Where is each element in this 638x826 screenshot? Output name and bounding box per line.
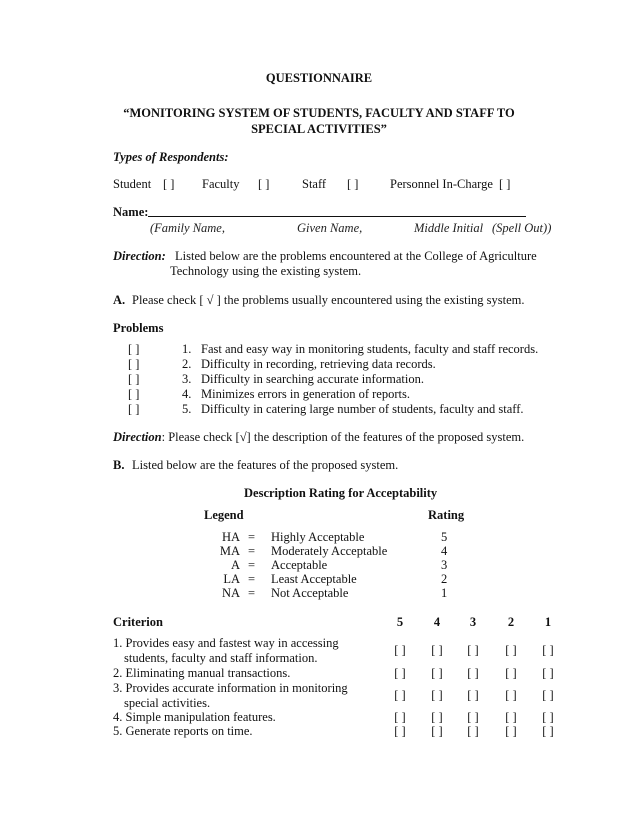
problem-text: Fast and easy way in monitoring students, faculty and staff records. (201, 342, 539, 356)
legend-equals: = (248, 586, 256, 600)
direction-label: Direction: (113, 249, 166, 263)
name-hint-spell: (Spell Out)) (492, 221, 552, 235)
direction2-line (113, 430, 524, 445)
criterion-heading: Criterion (113, 615, 163, 629)
respondent-student-label: Student (113, 177, 152, 191)
rating-heading: Rating (428, 508, 465, 522)
section-a-text: Please check [ √ ] the problems usually encountered using the existing system. (132, 293, 525, 307)
respondent-personnel-checkbox[interactable]: [ ] (499, 177, 511, 191)
problem-text: Difficulty in recording, retrieving data records. (201, 357, 436, 371)
rating-4-checkbox[interactable]: [ ] (431, 666, 443, 680)
legend-description: Acceptable (271, 558, 328, 572)
scale-3-header: 3 (469, 615, 477, 629)
name-hint-middle: Middle Initial (414, 221, 484, 235)
legend-rating: 2 (441, 572, 448, 586)
problem-number: 1. (182, 342, 192, 356)
rating-4-checkbox[interactable]: [ ] (431, 643, 443, 657)
section-a-label: A. (113, 293, 126, 307)
rating-2-checkbox[interactable]: [ ] (505, 666, 517, 680)
legend-rating: 3 (441, 558, 448, 572)
rating-3-checkbox[interactable]: [ ] (467, 643, 479, 657)
problems-heading: Problems (113, 321, 164, 335)
problem-number: 5. (182, 402, 192, 416)
document-title-line2: SPECIAL ACTIVITIES” (251, 122, 387, 136)
legend-equals: = (248, 558, 256, 572)
legend-equals: = (248, 572, 256, 586)
respondent-faculty-checkbox[interactable]: [ ] (258, 177, 270, 191)
rating-5-checkbox[interactable]: [ ] (394, 666, 406, 680)
section-b-text: Listed below are the features of the proposed system. (132, 458, 399, 472)
respondent-personnel-label: Personnel In-Charge (390, 177, 493, 191)
scale-4-header: 4 (433, 615, 441, 629)
rating-4-checkbox[interactable]: [ ] (431, 688, 443, 702)
legend-abbr: NA (221, 586, 240, 600)
legend-heading: Legend (204, 508, 244, 522)
criterion-text-continued: special activities. (124, 696, 211, 710)
direction-text-line1: Listed below are the problems encountered at the College of Agriculture (175, 249, 537, 263)
problem-checkbox[interactable]: [ ] (128, 372, 140, 386)
rating-4-checkbox[interactable]: [ ] (431, 724, 443, 738)
legend-description: Moderately Acceptable (271, 544, 388, 558)
criterion-text: 4. Simple manipulation features. (113, 710, 276, 724)
rating-table-title: Description Rating for Acceptability (244, 486, 438, 500)
criterion-text: 1. Provides easy and fastest way in accessing (113, 636, 339, 650)
rating-3-checkbox[interactable]: [ ] (467, 724, 479, 738)
name-label: Name: (113, 205, 149, 219)
rating-2-checkbox[interactable]: [ ] (505, 710, 517, 724)
criterion-text-continued: students, faculty and staff information. (124, 651, 318, 665)
direction-text-line2: Technology using the existing system. (170, 264, 362, 278)
rating-3-checkbox[interactable]: [ ] (467, 666, 479, 680)
rating-2-checkbox[interactable]: [ ] (505, 688, 517, 702)
legend-rating: 1 (441, 586, 448, 600)
problem-checkbox[interactable]: [ ] (128, 387, 140, 401)
problem-number: 4. (182, 387, 192, 401)
respondent-staff-checkbox[interactable]: [ ] (347, 177, 359, 191)
rating-5-checkbox[interactable]: [ ] (394, 688, 406, 702)
problem-checkbox[interactable]: [ ] (128, 342, 140, 356)
respondents-heading: Types of Respondents: (113, 150, 229, 164)
criterion-text: 2. Eliminating manual transactions. (113, 666, 291, 680)
problem-checkbox[interactable]: [ ] (128, 357, 140, 371)
respondent-staff-label: Staff (302, 177, 327, 191)
rating-1-checkbox[interactable]: [ ] (542, 688, 554, 702)
legend-rating: 4 (441, 544, 448, 558)
legend-abbr: LA (223, 572, 240, 586)
rating-1-checkbox[interactable]: [ ] (542, 724, 554, 738)
rating-1-checkbox[interactable]: [ ] (542, 710, 554, 724)
problem-text: Difficulty in searching accurate information. (201, 372, 424, 386)
rating-3-checkbox[interactable]: [ ] (467, 688, 479, 702)
criterion-text: 3. Provides accurate information in monitoring (113, 681, 348, 695)
document-title-line1: “MONITORING SYSTEM OF STUDENTS, FACULTY AND STAFF TO (123, 106, 515, 120)
questionnaire-heading: QUESTIONNAIRE (265, 71, 373, 85)
rating-3-checkbox[interactable]: [ ] (467, 710, 479, 724)
legend-abbr: HA (221, 530, 240, 544)
problem-number: 2. (182, 357, 192, 371)
section-b-label: B. (113, 458, 125, 472)
rating-1-checkbox[interactable]: [ ] (542, 643, 554, 657)
legend-equals: = (248, 530, 256, 544)
rating-5-checkbox[interactable]: [ ] (394, 710, 406, 724)
problem-text: Minimizes errors in generation of reports. (201, 387, 410, 401)
legend-description: Not Acceptable (271, 586, 349, 600)
respondent-faculty-label: Faculty (202, 177, 240, 191)
direction2-label: Direction (113, 430, 162, 444)
rating-5-checkbox[interactable]: [ ] (394, 643, 406, 657)
name-hint-family: (Family Name, (150, 221, 225, 235)
problem-number: 3. (182, 372, 192, 386)
respondent-student-checkbox[interactable]: [ ] (163, 177, 175, 191)
rating-4-checkbox[interactable]: [ ] (431, 710, 443, 724)
problem-text: Difficulty in catering large number of students, faculty and staff. (201, 402, 524, 416)
rating-5-checkbox[interactable]: [ ] (394, 724, 406, 738)
legend-equals: = (248, 544, 256, 558)
rating-1-checkbox[interactable]: [ ] (542, 666, 554, 680)
legend-rating: 5 (441, 530, 448, 544)
direction2-text: : Please check [√] the description of the features of the proposed system. (161, 430, 525, 444)
legend-description: Highly Acceptable (271, 530, 365, 544)
name-input-line[interactable] (148, 216, 526, 217)
criterion-text: 5. Generate reports on time. (113, 724, 253, 738)
legend-abbr: MA (219, 544, 240, 558)
legend-abbr: A (230, 558, 240, 572)
scale-5-header: 5 (396, 615, 404, 629)
scale-1-header: 1 (544, 615, 552, 629)
name-hint-given: Given Name, (297, 221, 363, 235)
rating-2-checkbox[interactable]: [ ] (505, 724, 517, 738)
problem-checkbox[interactable]: [ ] (128, 402, 140, 416)
rating-2-checkbox[interactable]: [ ] (505, 643, 517, 657)
scale-2-header: 2 (507, 615, 515, 629)
legend-description: Least Acceptable (271, 572, 357, 586)
